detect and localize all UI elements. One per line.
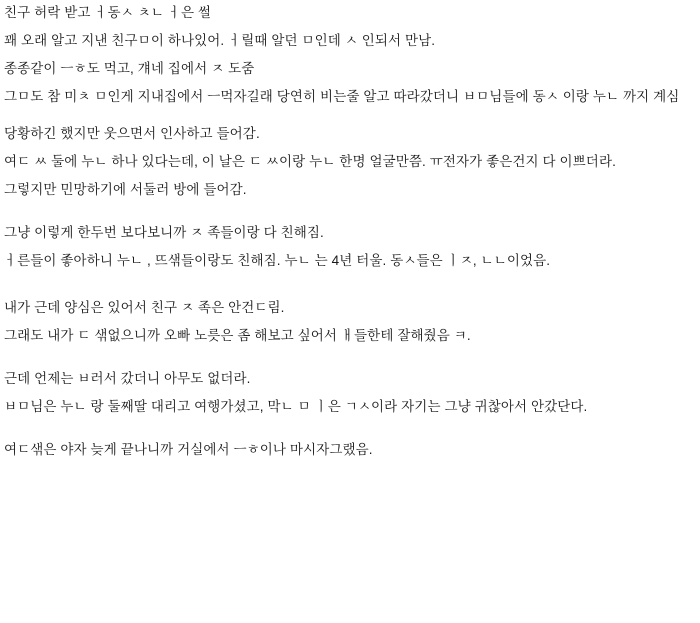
paragraph-spacer [0, 316, 700, 327]
paragraph-spacer [0, 77, 700, 88]
text-line: 그ㅁ도 참 미ㅊ ㅁ인게 지내집에서 ㅡ먹자길래 당연히 비는줄 알고 따라갔더니 ㅂㅁ님들에 동ㅅ 이랑 누ㄴ 까지 계심 [4, 89, 680, 104]
text-line: ㅓ른들이 좋아하니 누ㄴ , 뜨샊들이랑도 친해짐. 누ㄴ 는 4년 터울. 동ㅅ들은 ㅣㅈ, ㄴㄴ이었음. [4, 253, 551, 268]
text-line: 친구 허락 받고 ㅓ동ㅅ ㅊㄴ ㅓ은 썰 [4, 5, 212, 20]
paragraph-spacer [0, 49, 700, 60]
text-line: 종종같이 ㅡㅎ도 먹고, 걔네 집에서 ㅈ 도줌 [4, 61, 255, 76]
text-line: ㅂㅁ님은 누ㄴ 랑 둘째딸 대리고 여행가셨고, 막ㄴ ㅁ ㅣ은 ㄱㅅ이라 자기는 그냥 귀찮아서 안갔단다. [4, 399, 588, 414]
paragraph-spacer [0, 269, 700, 299]
text-line: 당황하긴 했지만 웃으면서 인사하고 들어감. [4, 126, 260, 141]
text-line: 근데 언제는 ㅂ러서 갔더니 아무도 없더라. [4, 371, 251, 386]
text-line: 꽤 오래 알고 지낸 친구ㅁ이 하나있어. ㅓ릴때 알던 ㅁ인데 ㅅ 인되서 만남. [4, 33, 436, 48]
text-line: 내가 근데 양심은 있어서 친구 ㅈ 족은 안건ㄷ림. [4, 300, 285, 315]
paragraph-spacer [0, 387, 700, 398]
paragraph-spacer [0, 241, 700, 252]
text-line: 여ㄷ샊은 야자 늦게 끝나니까 거실에서 ㅡㅎ이나 마시자그랬음. [4, 442, 373, 457]
text-line: 그렇지만 민망하기에 서둘러 방에 들어감. [4, 182, 247, 197]
paragraph-spacer [0, 198, 700, 224]
paragraph-spacer [0, 170, 700, 181]
text-line: 여ㄷ ㅆ 둘에 누ㄴ 하나 있다는데, 이 날은 ㄷ ㅆ이랑 누ㄴ 한명 얼굴만쯤. ㅠ전자가 좋은건지 다 이쁘더라. [4, 154, 616, 169]
text-line: 그냥 이렇게 한두번 보다보니까 ㅈ 족들이랑 다 친해짐. [4, 225, 324, 240]
paragraph-spacer [0, 105, 700, 125]
paragraph-spacer [0, 344, 700, 370]
paragraph-spacer [0, 21, 700, 32]
text-line: 그래도 내가 ㄷ 샊없으니까 오빠 노릇은 좀 해보고 싶어서 ㅐ들한테 잘해줬음 ㅋ. [4, 328, 471, 343]
paragraph-spacer [0, 415, 700, 441]
paragraph-spacer [0, 142, 700, 153]
